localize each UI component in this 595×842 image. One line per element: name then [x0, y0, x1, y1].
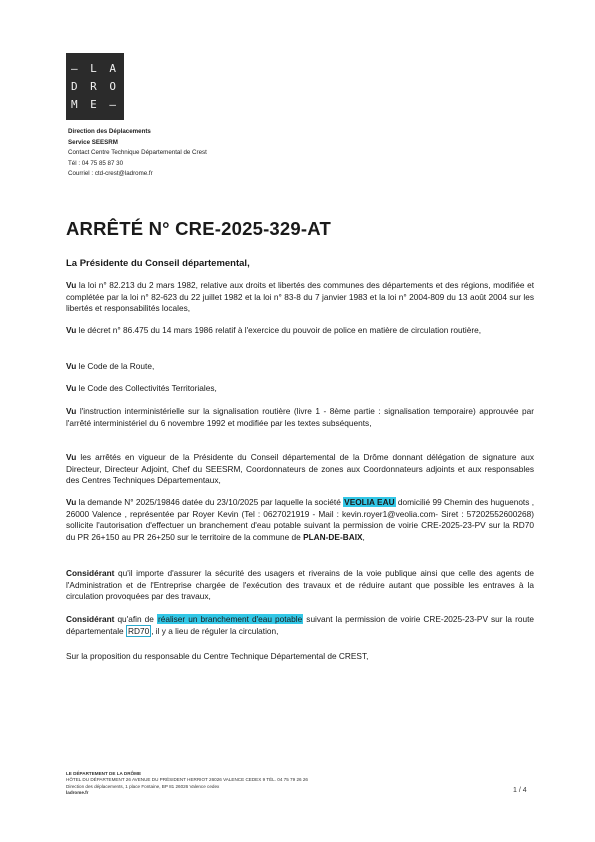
- logo-line-3: M E –: [70, 98, 120, 111]
- paragraph-vu-demande: [66, 497, 534, 543]
- paragraph-text: suivant la permission de voirie CRE-2025-23-PV sur la route départementale: [66, 614, 534, 636]
- paragraph-lead: Considérant: [66, 568, 115, 578]
- footer-address: HÔTEL DU DÉPARTEMENT 26 AVENUE DU PRÉSIDENT HERRIOT 26026 VALENCE CEDEX 9 TÉL. 04 75 79 26 26: [66, 777, 308, 783]
- company-name-highlight: VEOLIA EAU: [344, 497, 395, 507]
- paragraph-lead: Considérant: [66, 614, 115, 624]
- logo-line-2: D R O: [70, 80, 120, 93]
- header-tel: Tél : 04 75 85 87 30: [68, 159, 124, 167]
- page-number: 1 / 4: [513, 787, 527, 794]
- paragraph-considerant-securite: [66, 568, 534, 603]
- paragraph-text: l'instruction interministérielle sur la signalisation routière (livre 1 - 8ème partie : signalisation temporaire) approuvée par l'arrêté interministériel du 6 novembre 1992 et modifiée par les textes subséquents,: [66, 406, 534, 428]
- paragraph-lead: Vu: [66, 497, 77, 507]
- paragraph-vu-decret: [66, 325, 534, 337]
- paragraph-vu-instruction: [66, 406, 534, 429]
- commune-name: PLAN-DE-BAIX: [303, 531, 363, 542]
- paragraph-lead: Vu: [66, 361, 77, 371]
- paragraph-proposition: Sur la proposition du responsable du Centre Technique Départemental de CREST,: [66, 651, 369, 661]
- paragraph-text: le Code de la Route,: [76, 361, 155, 371]
- footer-website: ladrome.fr: [66, 790, 89, 796]
- paragraph-text: ,: [362, 531, 365, 542]
- issuer-line: La Présidente du Conseil départemental,: [66, 258, 250, 269]
- footer-direction: Direction des déplacements, 1 place Fontaine, BP 81 26026 Valence cedex: [66, 783, 220, 789]
- page-footer: [66, 771, 308, 797]
- works-description-highlight: réaliser un branchement d'eau potable: [157, 614, 303, 624]
- paragraph-text: le décret n° 86.475 du 14 mars 1986 relatif à l'exercice du pouvoir de police en matière de circulation routière,: [76, 325, 482, 335]
- ladrome-logo: [66, 53, 124, 120]
- paragraph-text: , il y a lieu de réguler la circulation,: [151, 625, 279, 636]
- paragraph-lead: Vu: [66, 280, 77, 290]
- footer-org: LE DÉPARTEMENT DE LA DRÔME: [66, 771, 142, 776]
- logo-line-1: – L A: [70, 62, 120, 75]
- paragraph-vu-arretes: [66, 452, 534, 487]
- header-service: Service SEESRM: [68, 138, 118, 146]
- document-title: ARRÊTÉ N° CRE-2025-329-AT: [66, 218, 331, 239]
- paragraph-text: qu'afin de: [114, 614, 157, 624]
- paragraph-lead: Vu: [66, 383, 77, 393]
- paragraph-lead: Vu: [66, 452, 77, 462]
- paragraph-considerant-branchement: [66, 614, 534, 637]
- paragraph-vu-loi: [66, 280, 534, 315]
- paragraph-text: la loi n° 82.213 du 2 mars 1982, relative aux droits et libertés des communes des départements et des régions, modifiée et complétée par la loi n° 82-623 du 22 juillet 1982 et la loi n° 83-8 du 7 janvier 1983 et la loi n° 2004-809 du 13 août 2004 sur les libertés et responsabilités locales,: [66, 280, 534, 314]
- header-contact: Contact Centre Technique Départemental de Crest: [68, 149, 207, 157]
- paragraph-text: le Code des Collectivités Territoriales,: [76, 383, 217, 393]
- header-direction: Direction des Déplacements: [68, 128, 151, 135]
- paragraph-lead: Vu: [66, 406, 77, 416]
- route-highlight: RD70: [127, 625, 150, 636]
- paragraph-vu-code-collectivites: [66, 383, 534, 395]
- header-courriel: Courriel : ctd-crest@ladrome.fr: [68, 170, 153, 178]
- paragraph-text: la demande N° 2025/19846 datée du 23/10/2025 par laquelle la société: [76, 497, 344, 507]
- paragraph-lead: Vu: [66, 325, 77, 335]
- sender-header: [68, 127, 207, 180]
- paragraph-text: domicilié 99 Chemin des huguenots , 26000 Valence , représentée par Royer Kevin (Tel : 0627021919 - Mail : kevin.royer1@veolia.com- Siret : 57202552600268) sollicite l'autorisation d'effectuer un branchement d'eau potable suivant la permission de voirie CRE-2025-23-PV sur la RD70 du PR 26+150 au PR 26+250 sur le territoire de la commune de: [66, 497, 535, 542]
- paragraph-vu-code-route: [66, 361, 534, 373]
- paragraph-text: les arrêtés en vigueur de la Présidente du Conseil départemental de la Drôme donnant délégation de signature aux Directeur, Directeur Adjoint, Chef du SEESRM, Coordonnateurs de zones aux Coordonnateurs adjoints et aux responsables des Centres Techniques Départementaux,: [66, 452, 534, 486]
- paragraph-text: qu'il importe d'assurer la sécurité des usagers et riverains de la voie publique ainsi que celle des agents de l'Administration et de l'Entreprise chargée de l'exécution des travaux et de réduire autant que possible les entraves à la circulation provoquées par des travaux,: [66, 568, 534, 602]
